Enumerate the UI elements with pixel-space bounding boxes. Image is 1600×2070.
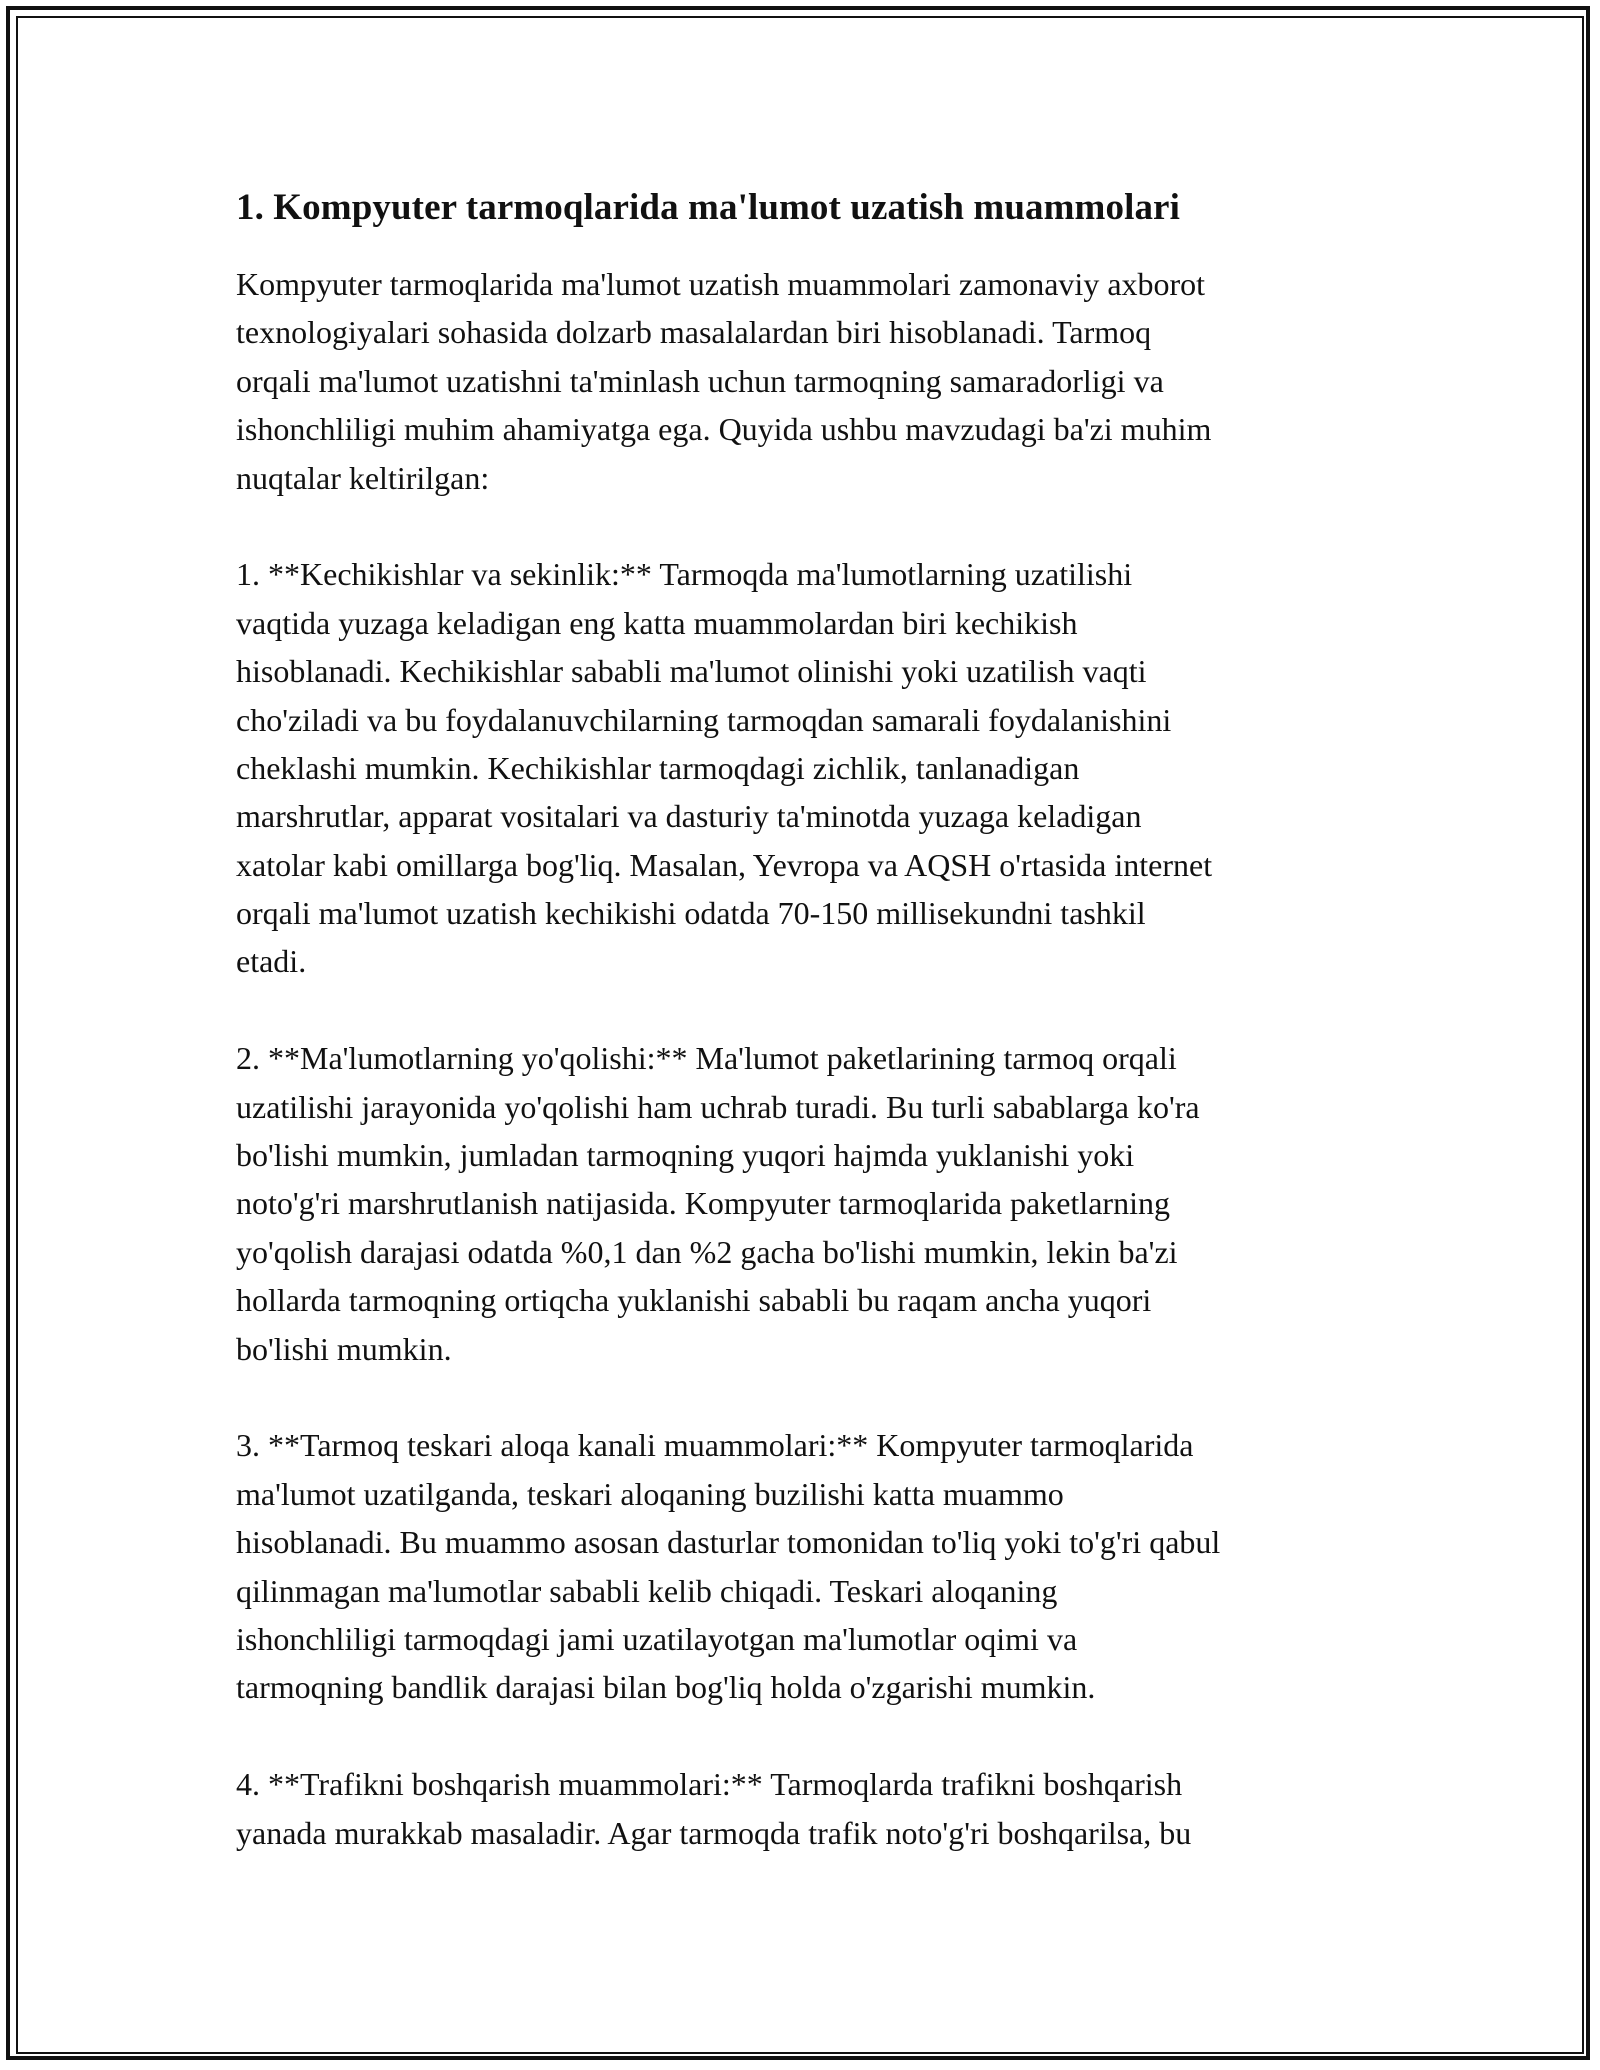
paragraph-line: orqali ma'lumot uzatish kechikishi odatda 70-150 millisekundni tashkil xyxy=(236,895,1146,932)
paragraph-line: orqali ma'lumot uzatishni ta'minlash uchun tarmoqning samaradorligi va xyxy=(236,362,1164,399)
paragraph-line: qilinmagan ma'lumotlar sababli kelib chiqadi. Teskari aloqaning xyxy=(236,1572,1058,1609)
point-4-paragraph xyxy=(236,1760,1366,1857)
paragraph-line: hisoblanadi. Bu muammo asosan dasturlar tomonidan to'liq yoki to'g'ri qabul xyxy=(236,1524,1221,1561)
paragraph-line: vaqtida yuzaga keladigan eng katta muammolardan biri kechikish xyxy=(236,604,1078,641)
paragraph-line: bo'lishi mumkin. xyxy=(236,1330,452,1367)
paragraph-line: cho'ziladi va bu foydalanuvchilarning tarmoqdan samarali foydalanishini xyxy=(236,701,1172,738)
paragraph-line: 3. **Tarmoq teskari aloqa kanali muammolari:** Kompyuter tarmoqlarida xyxy=(236,1427,1194,1464)
paragraph-line: bo'lishi mumkin, jumladan tarmoqning yuqori hajmda yuklanishi yoki xyxy=(236,1137,1135,1174)
paragraph-line: cheklashi mumkin. Kechikishlar tarmoqdagi zichlik, tanlanadigan xyxy=(236,749,1080,786)
paragraph-line: uzatilishi jarayonida yo'qolishi ham uchrab turadi. Bu turli sabablarga ko'ra xyxy=(236,1088,1200,1125)
paragraph-line: 1. **Kechikishlar va sekinlik:** Tarmoqda ma'lumotlarning uzatilishi xyxy=(236,556,1133,593)
paragraph-line: xatolar kabi omillarga bog'liq. Masalan, Yevropa va AQSH o'rtasida internet xyxy=(236,846,1213,883)
paragraph-line: hollarda tarmoqning ortiqcha yuklanishi sababli bu raqam ancha yuqori xyxy=(236,1282,1152,1319)
paragraph-line: yanada murakkab masaladir. Agar tarmoqda trafik noto'g'ri boshqarilsa, bu xyxy=(236,1814,1192,1851)
paragraph-line: ishonchliligi muhim ahamiyatga ega. Quyida ushbu mavzudagi ba'zi muhim xyxy=(236,411,1212,448)
paragraph-line: ma'lumot uzatilganda, teskari aloqaning buzilishi katta muammo xyxy=(236,1475,1064,1512)
paragraph-line: hisoblanadi. Kechikishlar sababli ma'lumot olinishi yoki uzatilish vaqti xyxy=(236,653,1147,690)
paragraph-line: 2. **Ma'lumotlarning yo'qolishi:** Ma'lumot paketlarining tarmoq orqali xyxy=(236,1040,1177,1077)
paragraph-line: nuqtalar keltirilgan: xyxy=(236,459,490,496)
paragraph-line: texnologiyalari sohasida dolzarb masalalardan biri hisoblanadi. Tarmoq xyxy=(236,314,1152,351)
paragraph-line: 4. **Trafikni boshqarish muammolari:** Tarmoqlarda trafikni boshqarish xyxy=(236,1766,1183,1803)
document-body xyxy=(236,184,1366,1857)
paragraph-line: marshrutlar, apparat vositalari va dasturiy ta'minotda yuzaga keladigan xyxy=(236,798,1142,835)
point-3-paragraph xyxy=(236,1421,1366,1711)
page-title: 1. Kompyuter tarmoqlarida ma'lumot uzatish muammolari xyxy=(236,187,1180,228)
intro-paragraph xyxy=(236,260,1366,502)
point-1-paragraph xyxy=(236,550,1366,986)
paragraph-line: Kompyuter tarmoqlarida ma'lumot uzatish muammolari zamonaviy axborot xyxy=(236,266,1206,302)
point-2-paragraph xyxy=(236,1034,1366,1373)
paragraph-line: noto'g'ri marshrutlanish natijasida. Kompyuter tarmoqlarida paketlarning xyxy=(236,1185,1170,1222)
paragraph-line: etadi. xyxy=(236,943,307,980)
paragraph-line: ishonchliligi tarmoqdagi jami uzatilayotgan ma'lumotlar oqimi va xyxy=(236,1620,1078,1657)
paragraph-line: yo'qolish darajasi odatda %0,1 dan %2 gacha bo'lishi mumkin, lekin ba'zi xyxy=(236,1233,1178,1270)
paragraph-line: tarmoqning bandlik darajasi bilan bog'liq holda o'zgarishi mumkin. xyxy=(236,1669,1096,1706)
